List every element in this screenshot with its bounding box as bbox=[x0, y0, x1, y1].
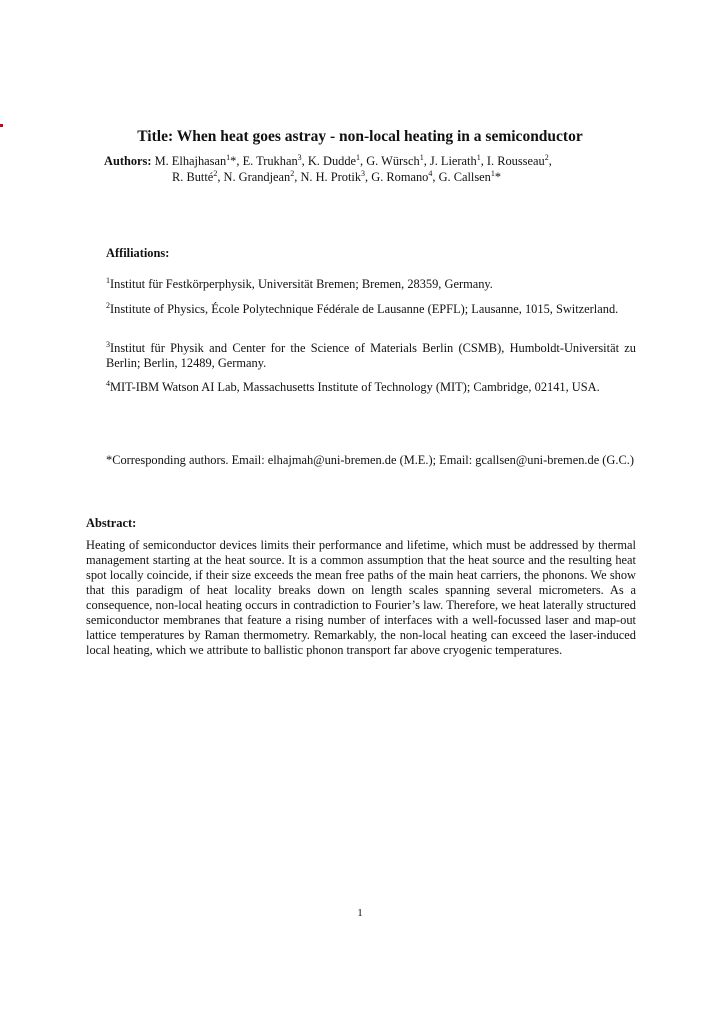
author-name: , I. Rousseau bbox=[480, 154, 545, 168]
authors-label: Authors: bbox=[104, 154, 152, 168]
abstract-text: Heating of semiconductor devices limits their performance and lifetime, which must be addressed by thermal management starting at the heat source. It is a common assumption that the heat source and the resulting heat spot locally coincide, if their size exceeds the mean free paths of the main heat carriers, the phonons. We show that this paradigm of heat locality breaks down on length scales spanning several micrometers. As a consequence, non-local heating occurs in contradiction to Fourier’s law. Therefore, we heat laterally structured semiconductor membranes that feature a rising number of interfaces with a well-focussed laser and map-out lattice temperatures by Raman thermometry. Remarkably, the non-local heating can exceed the laser-induced local heating, which we attribute to ballistic phonon transport far above cryogenic temperatures. bbox=[86, 538, 636, 658]
corresponding-authors-note: *Corresponding authors. Email: elhajmah@uni-bremen.de (M.E.); Email: gcallsen@uni-bremen.de (G.C.) bbox=[106, 453, 634, 467]
paper-title: Title: When heat goes astray - non-local heating in a semiconductor bbox=[137, 128, 583, 145]
author-affiliation-mark: 4 bbox=[428, 168, 433, 178]
affiliation-item bbox=[106, 277, 636, 292]
affiliation-item bbox=[106, 380, 636, 395]
author-name: , K. Dudde bbox=[301, 154, 357, 168]
affiliations-heading: Affiliations: bbox=[106, 246, 170, 260]
author-separator: , bbox=[548, 154, 552, 168]
author-affiliation-mark: 1 bbox=[490, 168, 495, 178]
author-affiliation-mark: 1 bbox=[356, 152, 361, 162]
author-name: , J. Lierath bbox=[423, 154, 477, 168]
author-name: , N. H. Protik bbox=[294, 170, 362, 184]
author-affiliation-mark: 2 bbox=[544, 152, 549, 162]
corresponding-mark: * bbox=[494, 170, 502, 184]
affiliation-number: 2 bbox=[106, 300, 110, 310]
author-name: *, E. Trukhan bbox=[230, 154, 298, 168]
author-name: , G. Callsen bbox=[432, 170, 491, 184]
author-affiliation-mark: 2 bbox=[290, 168, 295, 178]
author-affiliation-mark: 1 bbox=[419, 152, 424, 162]
author-name: M. Elhajhasan bbox=[151, 154, 227, 168]
author-line-1 bbox=[104, 153, 624, 169]
affiliation-item bbox=[106, 302, 636, 317]
affiliation-number: 3 bbox=[106, 339, 110, 349]
author-affiliation-mark: 3 bbox=[361, 168, 366, 178]
abstract-heading: Abstract: bbox=[86, 516, 137, 530]
author-affiliation-mark: 3 bbox=[297, 152, 302, 162]
author-list bbox=[104, 153, 624, 185]
page-number: 1 bbox=[357, 907, 363, 919]
author-affiliation-mark: 2 bbox=[213, 168, 218, 178]
affiliation-text: MIT-IBM Watson AI Lab, Massachusetts Institute of Technology (MIT); Cambridge, 02141, USA. bbox=[110, 380, 600, 394]
author-name: , G. Romano bbox=[365, 170, 429, 184]
affiliation-number: 4 bbox=[106, 378, 110, 388]
author-affiliation-mark: 1 bbox=[226, 152, 231, 162]
author-name: R. Butté bbox=[172, 170, 214, 184]
author-name: , G. Würsch bbox=[360, 154, 420, 168]
author-line-2 bbox=[104, 169, 624, 185]
affiliation-text: Institut für Physik and Center for the Science of Materials Berlin (CSMB), Humboldt-Universität zu Berlin; Berlin, 12489, Germany. bbox=[106, 341, 636, 370]
author-affiliation-mark: 1 bbox=[476, 152, 481, 162]
affiliation-text: Institut für Festkörperphysik, Universität Bremen; Bremen, 28359, Germany. bbox=[110, 277, 493, 291]
affiliation-text: Institute of Physics, École Polytechnique Fédérale de Lausanne (EPFL); Lausanne, 1015, Switzerland. bbox=[110, 302, 619, 316]
affiliation-item bbox=[106, 341, 636, 371]
author-name: , N. Grandjean bbox=[217, 170, 291, 184]
affiliation-number: 1 bbox=[106, 275, 110, 285]
